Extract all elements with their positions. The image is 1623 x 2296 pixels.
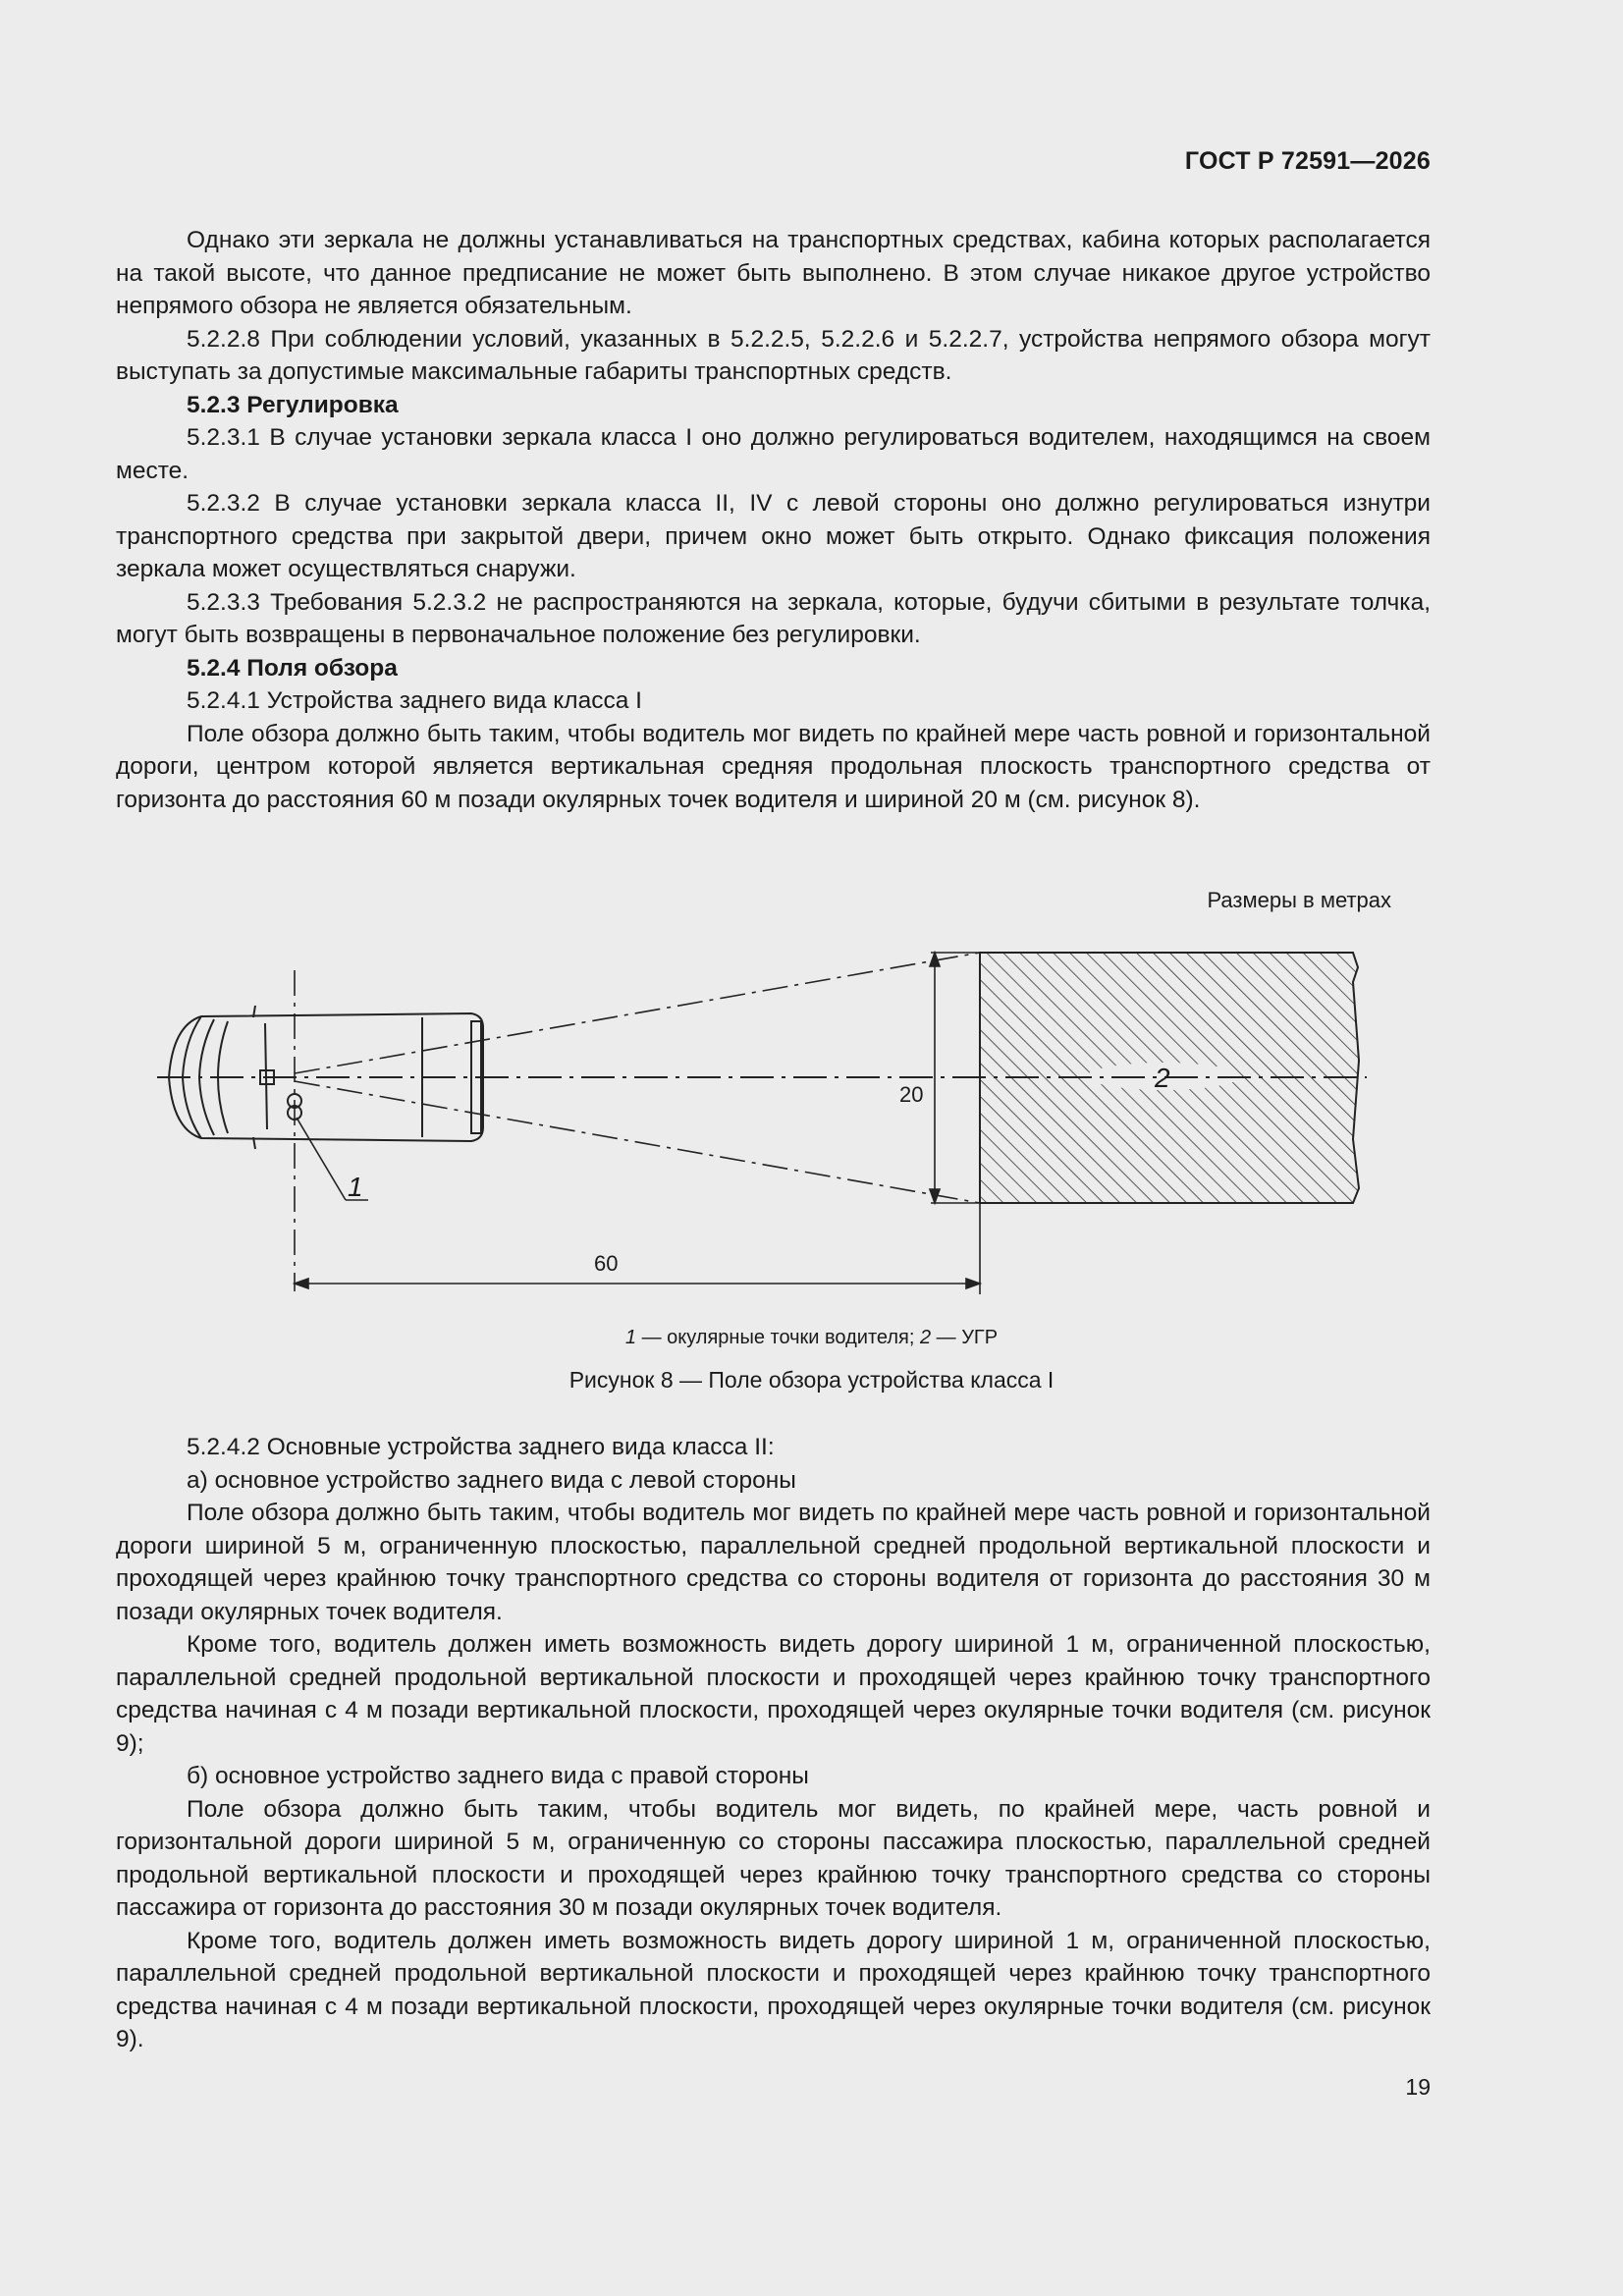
label-2: 2 — [1155, 1063, 1170, 1093]
paragraph: 5.2.4.2 Основные устройства заднего вида класса II: — [187, 1434, 775, 1460]
paragraph: 5.2.3.3 Требования 5.2.3.2 не распространяются на зеркала, которые, будучи сбитыми в результате толчка, могут быть возвращены в первоначальное положение без регулировки. — [116, 588, 1431, 648]
sight-line-lower — [295, 1081, 980, 1203]
section-heading: 5.2.4 Поля обзора — [187, 654, 398, 682]
paragraph: Кроме того, водитель должен иметь возможность видеть дорогу шириной 1 м, ограниченной плоскостью, параллельной средней продольной вертикальной плоскости и проходящей через крайнюю точку транспортного средства начиная с 4 м позади вертикальной плоскости, проходящей через окулярные точки водителя (см. рисунок 9); — [116, 1631, 1431, 1757]
field-of-view-diagram — [0, 879, 1623, 1276]
top-text-block — [116, 224, 1431, 816]
paragraph: а) основное устройство заднего вида с левой стороны — [187, 1466, 796, 1494]
label-1-leader — [297, 1118, 346, 1200]
paragraph: 5.2.3.2 В случае установки зеркала класса II, IV с левой стороны оно должно регулироваться изнутри транспортного средства при закрытой двери, причем окно может быть открыто. Однако фиксация положения зеркала может осуществляться снаружи. — [116, 490, 1431, 582]
length-dimension — [295, 1203, 980, 1294]
legend-num-2: 2 — [919, 1327, 932, 1348]
page-number: 19 — [1405, 2074, 1431, 2100]
paragraph: б) основное устройство заднего вида с правой стороны — [187, 1763, 809, 1789]
figure-legend — [0, 1327, 1623, 1349]
paragraph: Кроме того, водитель должен иметь возможность видеть дорогу шириной 1 м, ограниченной плоскостью, параллельной средней продольной вертикальной плоскости и проходящей через крайнюю точку транспортного средства начиная с 4 м позади вертикальной плоскости, проходящей через окулярные точки водителя (см. рисунок 9). — [116, 1927, 1431, 2052]
section-heading: 5.2.3 Регулировка — [187, 391, 399, 418]
paragraph: 5.2.3.1 В случае установки зеркала класса I оно должно регулироваться водителем, находящимся на своем месте. — [116, 424, 1431, 484]
bottom-text-block — [116, 1431, 1431, 2056]
paragraph: 5.2.2.8 При соблюдении условий, указанных в 5.2.2.5, 5.2.2.6 и 5.2.2.7, устройства непрямого обзора могут выступать за допустимые максимальные габариты транспортных средств. — [116, 325, 1431, 385]
paragraph: Однако эти зеркала не должны устанавливаться на транспортных средствах, кабина которых располагается на такой высоте, что данное предписание не может быть выполнено. В этом случае никакое другое устройство непрямого обзора не является обязательным. — [116, 227, 1431, 319]
paragraph: Поле обзора должно быть таким, чтобы водитель мог видеть, по крайней мере, часть ровной и горизонтальной дороги шириной 5 м, ограниченную со стороны пассажира плоскостью, параллельной средней продольной вертикальной плоскости и проходящей через крайнюю точку транспортного средства со стороны пассажира от горизонта до расстояния 30 м позади окулярных точек водителя. — [116, 1795, 1431, 1921]
paragraph: Поле обзора должно быть таким, чтобы водитель мог видеть по крайней мере часть ровной и горизонтальной дороги, центром которой является вертикальная средняя продольная плоскость транспортного средства от горизонта до расстояния 60 м позади окулярных точек водителя и шириной 20 м (см. рисунок 8). — [116, 720, 1431, 813]
legend-text-2: — УГР — [931, 1327, 999, 1348]
document-id-header: ГОСТ Р 72591—2026 — [1184, 147, 1431, 175]
width-dimension-value: 20 — [899, 1082, 924, 1107]
figure-units-note: Размеры в метрах — [1207, 888, 1391, 912]
paragraph: Поле обзора должно быть таким, чтобы водитель мог видеть по крайней мере часть ровной и горизонтальной дороги шириной 5 м, ограниченную плоскостью, параллельной средней продольной вертикальной плоскости и проходящей через крайнюю точку транспортного средства со стороны водителя от горизонта до расстояния 30 м позади окулярных точек водителя. — [116, 1500, 1431, 1625]
label-1: 1 — [348, 1172, 363, 1202]
figure-caption: Рисунок 8 — Поле обзора устройства класса I — [568, 1367, 1055, 1393]
legend-num-1: 1 — [624, 1327, 637, 1348]
paragraph: 5.2.4.1 Устройства заднего вида класса I — [187, 687, 642, 714]
sight-line-upper — [295, 953, 980, 1073]
legend-text-1: — окулярные точки водителя; — [636, 1327, 920, 1348]
length-dimension-value: 60 — [594, 1251, 619, 1276]
